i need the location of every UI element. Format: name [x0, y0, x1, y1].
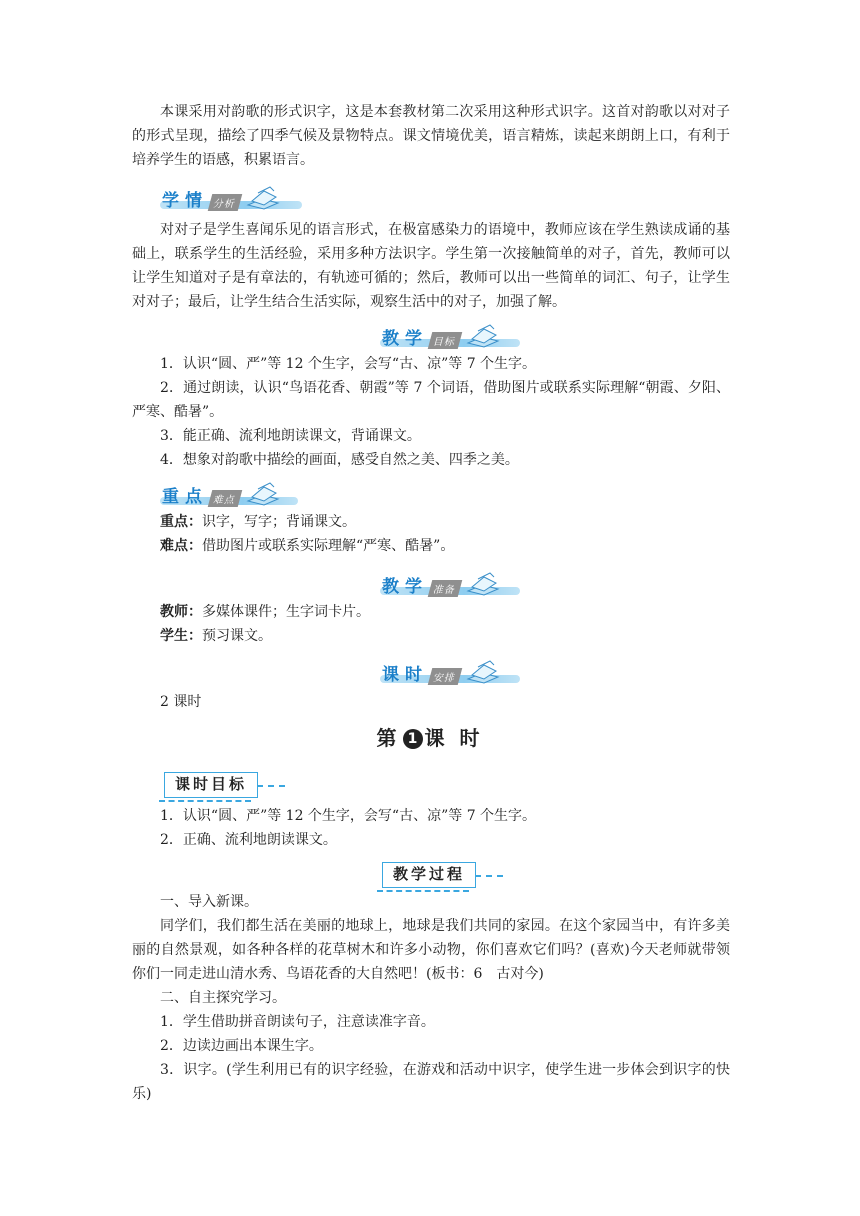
preparation [132, 600, 730, 648]
book-icon [244, 481, 284, 507]
teacher-text: 多媒体课件；生字词卡片。 [202, 604, 370, 620]
intro-paragraph [132, 100, 730, 172]
xueqing-paragraph [132, 218, 730, 314]
student-label: 学生： [160, 628, 202, 644]
goal-item: 4．想象对韵歌中描绘的画面，感受自然之美、四季之美。 [160, 452, 519, 468]
book-icon [464, 571, 504, 597]
intro-text: 本课采用对韵歌的形式识字，这是本套教材第二次采用这种形式识字。这首对韵歌以对对子的形式呈现，描绘了四季气候及景物特点。课文情境优美，语言精炼，读起来朗朗上口，有利于培养学生的语感，积累语言。 [132, 104, 730, 168]
process-item: 3．识字。(学生利用已有的识字经验，在游戏和活动中识字，使学生进一步体会到识字的快乐) [132, 1062, 730, 1102]
section-tag: 准备 [428, 580, 463, 597]
goals-list [132, 352, 730, 472]
section-title: 课时 [382, 664, 428, 685]
section-title: 教学 [382, 576, 428, 597]
section-badge-mubiao [380, 320, 520, 352]
process-text: 同学们，我们都生活在美丽的地球上，地球是我们共同的家园。在这个家园当中，有许多美丽的自然景观，如各种各样的花草树木和许多小动物，你们喜欢它们吗？(喜欢)今天老师就带领你们一同走进山清水秀、鸟语花香的大自然吧！(板书：6 古对今) [132, 918, 730, 982]
lesson-number: 1 [403, 729, 423, 749]
key-text: 识字，写字；背诵课文。 [202, 514, 356, 530]
xueqing-text: 对对子是学生喜闻乐见的语言形式，在极富感染力的语境中，教师应该在学生熟读成诵的基础上，联系学生的生活经验，采用多种方法识字。学生第一次接触简单的对子，首先，教师可以让学生知道对子是有章法的，有轨迹可循的；然后，教师可以出一些简单的词汇、句子，让学生对对子；最后，让学生结合生活实际，观察生活中的对子，加强了解。 [132, 222, 730, 310]
section-title: 教学 [382, 328, 428, 349]
section-tag: 安排 [428, 668, 463, 685]
section-badge-xueqing [160, 182, 302, 214]
process-step: 一、导入新课。 [160, 894, 258, 910]
book-icon [244, 185, 284, 211]
goal-item: 3．能正确、流利地朗读课文，背诵课文。 [160, 428, 421, 444]
goal-item: 2．通过朗读，认识“鸟语花香、朝霞”等 7 个词语，借助图片或联系实际理解“朝霞、夕阳、严寒、酷暑”。 [132, 380, 730, 420]
lesson-goals-list [132, 804, 730, 852]
process-body [132, 890, 730, 1106]
process-item: 1．学生借助拼音朗读句子，注意读准字音。 [160, 1014, 435, 1030]
section-tag: 分析 [208, 194, 243, 211]
hours [132, 690, 730, 714]
lesson-goal-item: 2．正确、流利地朗读课文。 [160, 832, 337, 848]
section-title: 学情 [162, 190, 208, 211]
lesson-goals-heading: 课时目标 [164, 772, 258, 798]
section-badge-zhunbei [380, 568, 520, 600]
process-step: 二、自主探究学习。 [160, 990, 286, 1006]
difficult-label: 难点： [160, 538, 202, 554]
section-tag: 目标 [428, 332, 463, 349]
process-item: 2．边读边画出本课生字。 [160, 1038, 323, 1054]
student-text: 预习课文。 [202, 628, 272, 644]
hours-text: 2 课时 [160, 694, 202, 710]
section-tag: 难点 [208, 490, 243, 507]
key-difficult [132, 510, 730, 558]
book-icon [464, 659, 504, 685]
lesson-title: 第 1 课 时 [376, 726, 484, 750]
section-badge-zhongdian [160, 478, 298, 510]
section-badge-anpai [380, 656, 520, 688]
book-icon [464, 323, 504, 349]
teacher-label: 教师： [160, 604, 202, 620]
process-heading: 教学过程 [382, 862, 476, 888]
difficult-text: 借助图片或联系实际理解“严寒、酷暑”。 [202, 538, 455, 554]
goal-item: 1．认识“圆、严”等 12 个生字，会写“古、凉”等 7 个生字。 [160, 356, 537, 372]
section-title: 重点 [162, 486, 208, 507]
key-label: 重点： [160, 514, 202, 530]
lesson-goal-item: 1．认识“圆、严”等 12 个生字，会写“古、凉”等 7 个生字。 [160, 808, 537, 824]
